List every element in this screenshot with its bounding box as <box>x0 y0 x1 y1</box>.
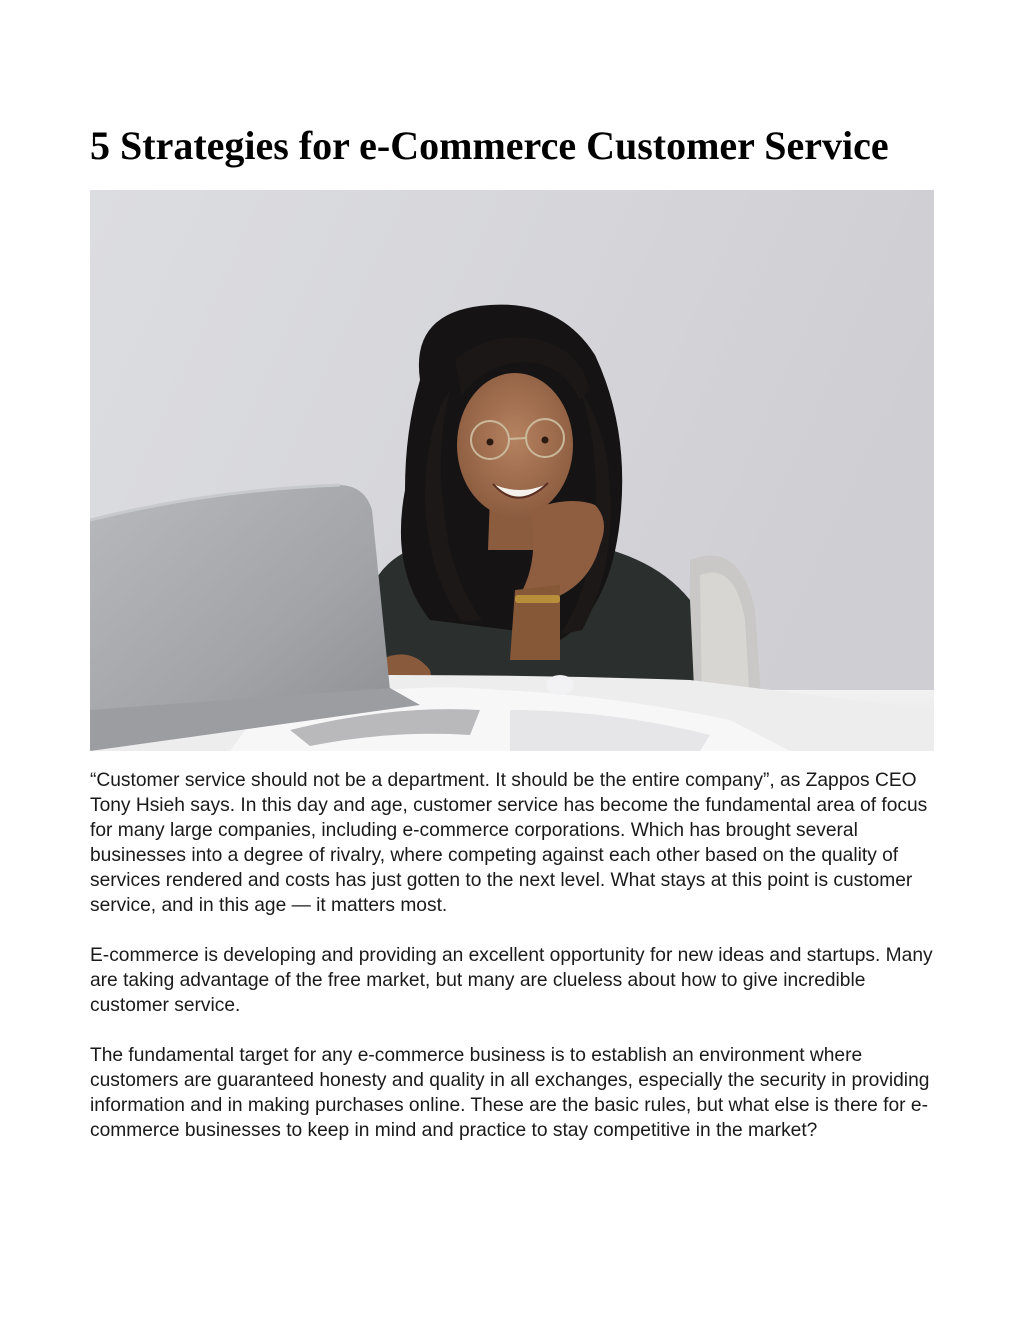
article-title: 5 Strategies for e-Commerce Customer Service <box>90 123 889 168</box>
article-paragraph-3: The fundamental target for any e-commerce business is to establish an environment where customers are guaranteed honesty and quality in all exchanges, especially the security in providing information and in making purchases online. These are the basic rules, but what else is there for e-commerce businesses to keep in mind and practice to stay competitive in the market? <box>90 1045 930 1141</box>
article-body <box>90 768 940 1168</box>
article-paragraph-2: E-commerce is developing and providing an excellent opportunity for new ideas and startups. Many are taking advantage of the free market, but many are clueless about how to give incredible customer service. <box>90 945 933 1016</box>
article-paragraph-1: “Customer service should not be a department. It should be the entire company”, as Zappos CEO Tony Hsieh says. In this day and age, customer service has become the fundamental area of focus for many large companies, including e-commerce corporations. Which has brought several businesses into a degree of rivalry, where competing against each other based on the quality of services rendered and costs has just gotten to the next level. What stays at this point is customer service, and in this age — it matters most. <box>90 770 928 916</box>
hero-photo <box>90 190 934 751</box>
